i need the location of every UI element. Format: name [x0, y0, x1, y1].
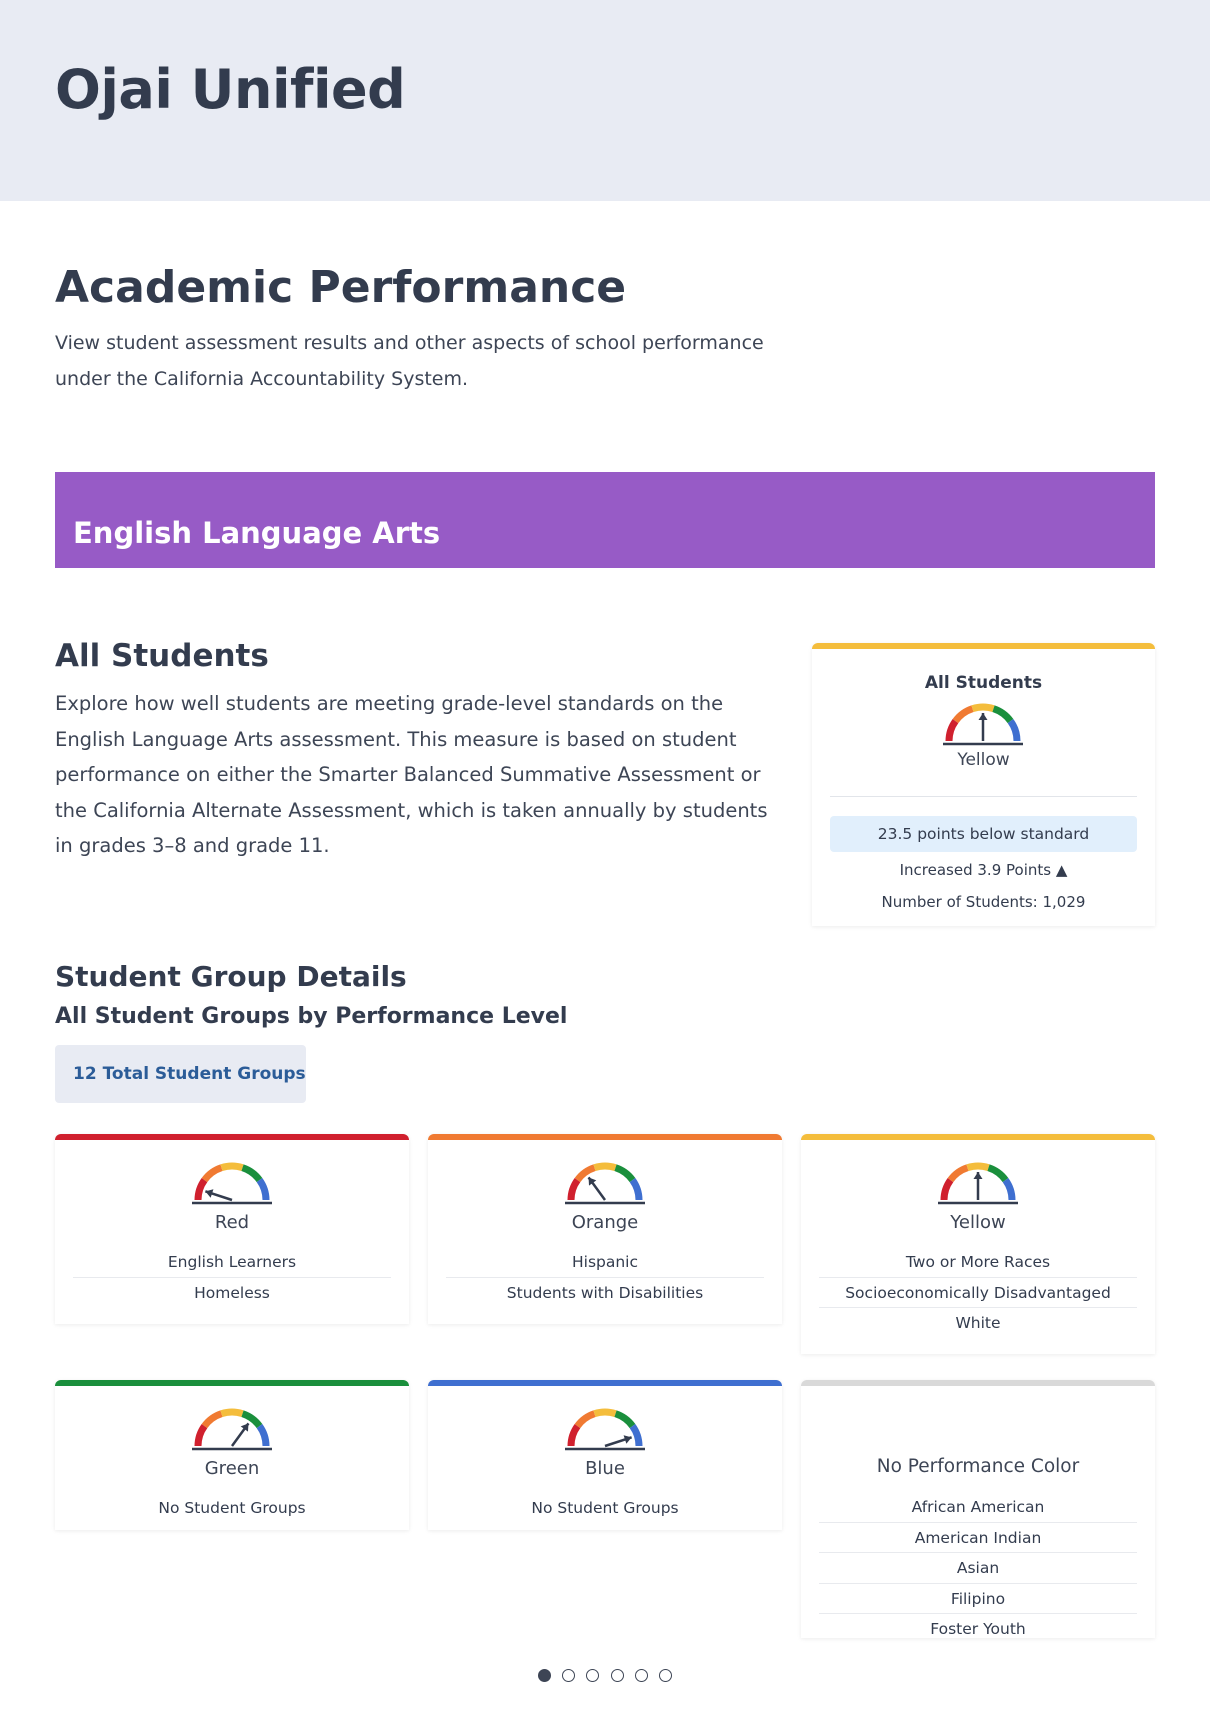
status-box: 23.5 points below standard	[830, 816, 1137, 852]
level-card-none[interactable]	[801, 1380, 1155, 1638]
all-students-description: Explore how well students are meeting grade-level standards on the English Language Arts assessment. This measure is based on student performance on either the Smarter Balanced Summative Assessment or the California Alternate Assessment, which is taken annually by students in grades 3–8 and grade 11.	[55, 692, 768, 857]
card-divider	[830, 796, 1137, 797]
level-card-red[interactable]	[55, 1134, 409, 1324]
pagination-dot[interactable]	[611, 1669, 624, 1682]
pagination-dot[interactable]	[635, 1669, 648, 1682]
student-group-item[interactable]: Socioeconomically Disadvantaged	[819, 1278, 1137, 1309]
student-group-list	[446, 1247, 764, 1308]
subject-banner	[55, 472, 1155, 568]
student-group-item[interactable]: Homeless	[194, 1283, 270, 1302]
gauge-icon	[188, 1158, 276, 1206]
change-text: Increased 3.9 Points ▲	[899, 861, 1068, 879]
student-group-list	[819, 1492, 1137, 1645]
student-groups-subtitle: All Student Groups by Performance Level	[55, 1004, 568, 1029]
academic-performance-description: View student assessment results and other aspects of school performance under the California Accountability System.	[55, 332, 764, 390]
student-group-list	[819, 1247, 1137, 1339]
total-student-groups-button[interactable]: 12 Total Student Groups	[55, 1045, 306, 1103]
student-group-item[interactable]: Foster Youth	[930, 1620, 1026, 1638]
student-group-item[interactable]: White	[955, 1314, 1001, 1332]
pagination-dot[interactable]	[538, 1669, 551, 1682]
performance-color-label: Red	[214, 1212, 250, 1233]
gauge-icon	[188, 1404, 276, 1452]
level-card-yellow[interactable]	[801, 1134, 1155, 1354]
student-group-item[interactable]: African American	[819, 1492, 1137, 1523]
student-group-item[interactable]: Two or More Races	[819, 1247, 1137, 1278]
performance-color-label: Blue	[585, 1458, 625, 1479]
level-card-blue[interactable]	[428, 1380, 782, 1530]
all-students-title: All Students	[55, 638, 269, 674]
student-group-item[interactable]: Filipino	[819, 1584, 1137, 1615]
level-card-green[interactable]	[55, 1380, 409, 1530]
performance-color-label: Orange	[571, 1212, 639, 1233]
gauge-icon	[561, 1158, 649, 1206]
student-group-item[interactable]: Students with Disabilities	[506, 1283, 704, 1302]
performance-color-label: Yellow	[957, 750, 1010, 770]
gauge-icon	[939, 699, 1027, 747]
level-card-orange[interactable]	[428, 1134, 782, 1324]
student-group-list	[73, 1493, 391, 1524]
district-title: Ojai Unified	[55, 58, 406, 121]
student-group-item[interactable]: No Student Groups	[531, 1499, 679, 1517]
student-group-list	[73, 1247, 391, 1308]
gauge-icon	[934, 1158, 1022, 1206]
student-group-details-title: Student Group Details	[55, 960, 407, 993]
student-group-list	[446, 1493, 764, 1524]
performance-color-label: Green	[204, 1458, 260, 1479]
pagination-dot[interactable]	[659, 1669, 672, 1682]
student-count: Number of Students: 1,029	[881, 893, 1086, 911]
performance-color-label: Yellow	[950, 1212, 1006, 1233]
student-group-item[interactable]: Asian	[819, 1553, 1137, 1584]
gauge-icon	[561, 1404, 649, 1452]
all-students-card[interactable]	[812, 643, 1155, 926]
card-label: All Students	[924, 673, 1043, 693]
academic-performance-title: Academic Performance	[55, 262, 627, 313]
student-group-item[interactable]: English Learners	[73, 1247, 391, 1278]
pagination-dot[interactable]	[562, 1669, 575, 1682]
student-group-item[interactable]: Hispanic	[446, 1247, 764, 1278]
pagination-dot[interactable]	[586, 1669, 599, 1682]
performance-color-label: No Performance Color	[876, 1456, 1080, 1477]
pagination-dots	[538, 1669, 672, 1685]
page-header	[0, 0, 1210, 201]
student-group-item[interactable]: American Indian	[819, 1523, 1137, 1554]
subject-title: English Language Arts	[73, 516, 441, 550]
student-group-item[interactable]: No Student Groups	[158, 1499, 306, 1517]
